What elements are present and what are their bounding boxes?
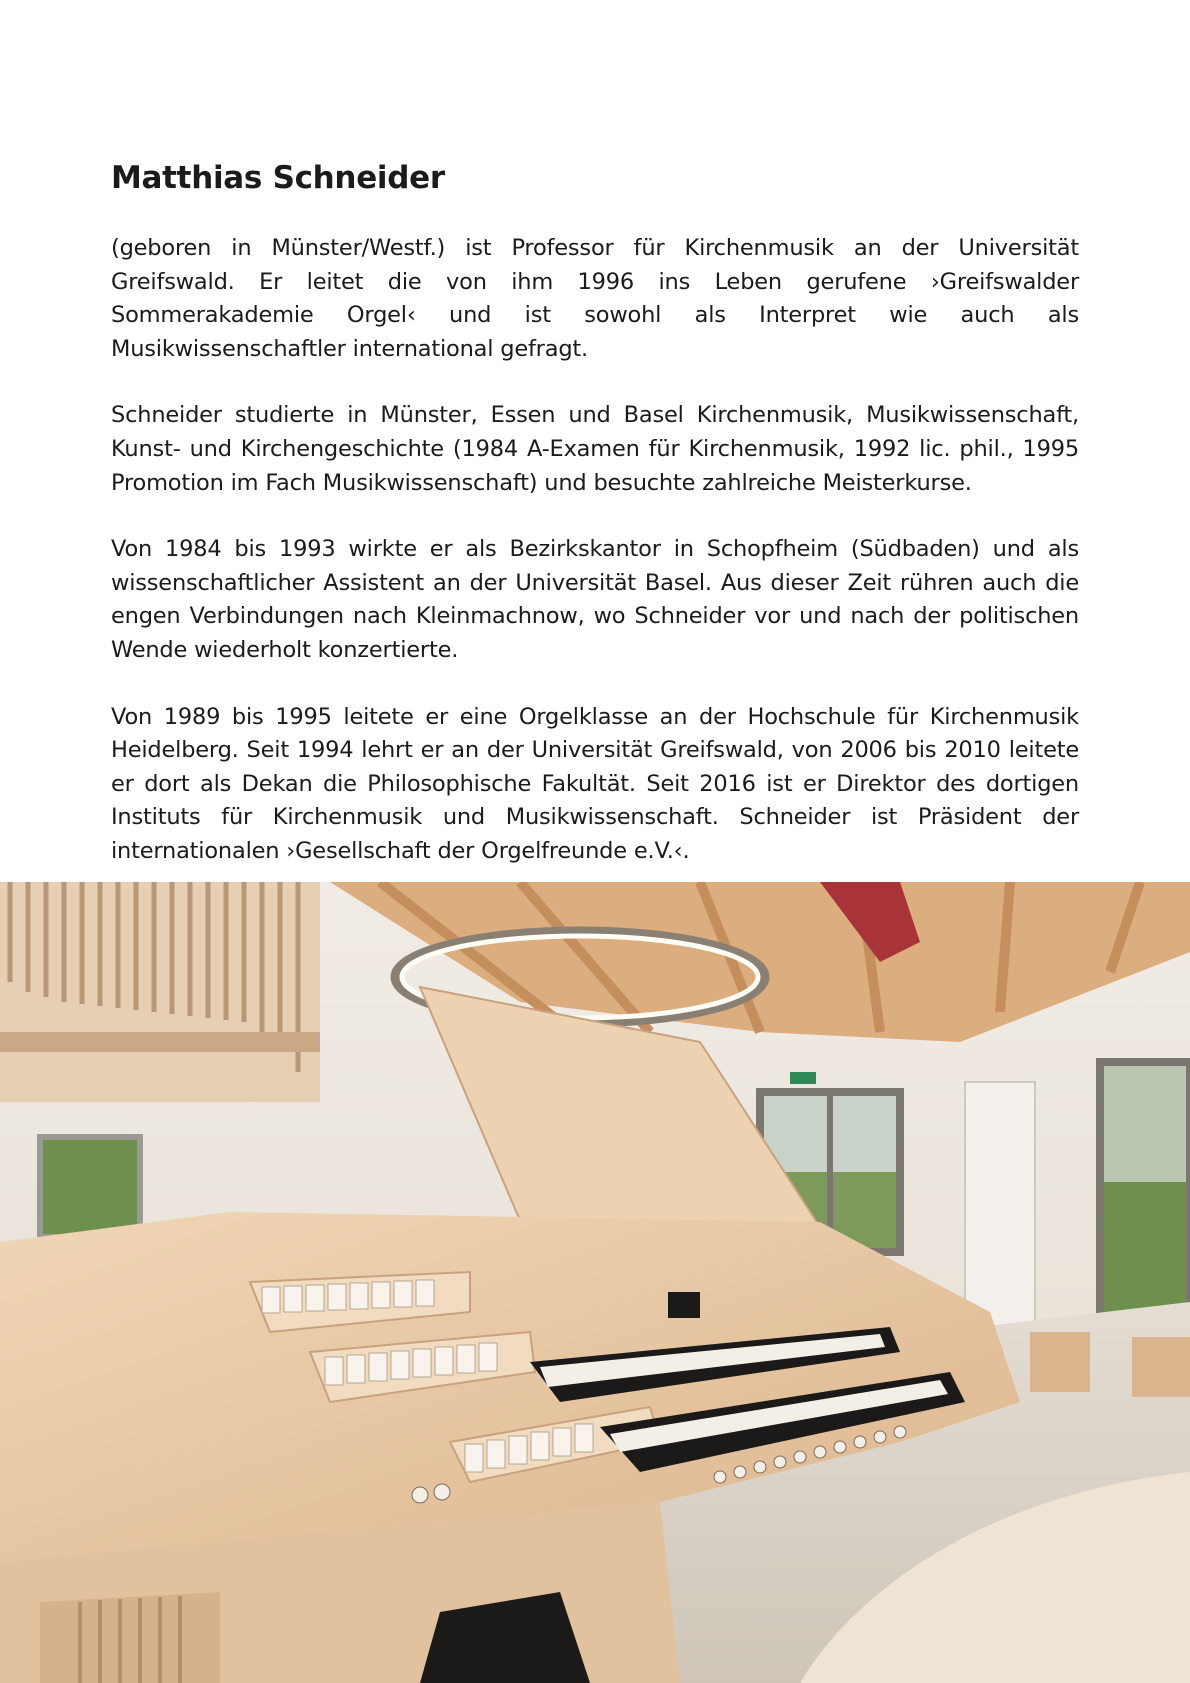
biography-section (111, 158, 1079, 902)
bio-paragraph-3: Von 1984 bis 1993 wirkte er als Bezirkskantor in Schopfheim (Südbaden) und als wissenschaftlicher Assistent an der Universität Basel. Aus dieser Zeit rühren auch die engen Verbindungen nach Kleinmachnow, wo Schneider vor und nach der politischen Wende wiederholt konzertierte. (111, 536, 1079, 663)
bio-paragraph-2: Schneider studierte in Münster, Essen und Basel Kirchenmusik, Musikwissenschaft, Kunst- und Kirchengeschichte (1984 A-Examen für Kirchenmusik, 1992 lic. phil., 1995 Promotion im Fach Musikwissenschaft) und besuchte zahlreiche Meisterkurse. (111, 402, 1079, 496)
bio-paragraph-1: (geboren in Münster/Westf.) ist Professor für Kirchenmusik an der Universität Greifswald. Er leitet die von ihm 1996 ins Leben gerufene ›Greifswalder Sommerakademie Orgel‹ und ist sowohl als Interpret wie auch als Musikwissenschaftler international gefragt. (111, 235, 1079, 362)
bio-paragraph-4: Von 1989 bis 1995 leitete er eine Orgelklasse an der Hochschule für Kirchenmusik Heidelberg. Seit 1994 lehrt er an der Universität Greifswald, von 2006 bis 2010 leitete er dort als Dekan die Philosophische Fakultät. Seit 2016 ist er Direktor des dortigen Instituts für Kirchenmusik und Musikwissenschaft. Schneider ist Präsident der internationalen ›Gesellschaft der Orgelfreunde e.V.‹. (111, 703, 1079, 864)
organ-console-photo (0, 882, 1190, 1683)
bio-title: Matthias Schneider (111, 160, 445, 196)
